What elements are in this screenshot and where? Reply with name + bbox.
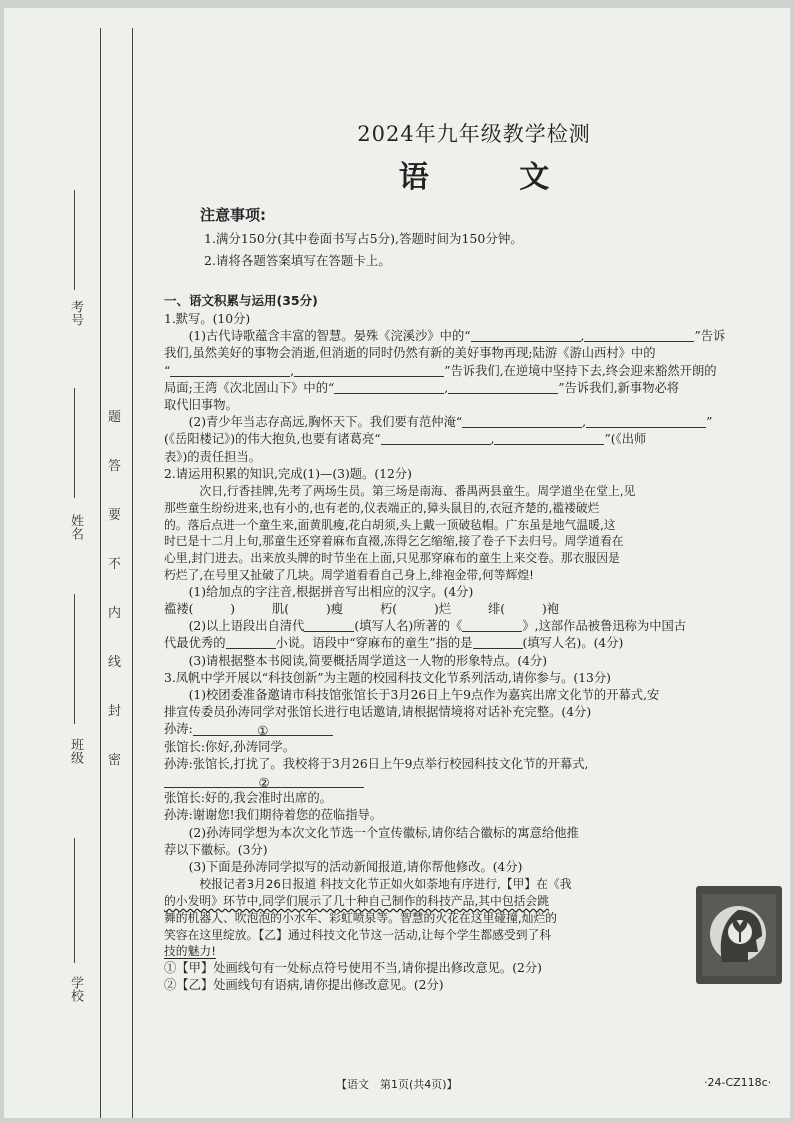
dialog-line: 孙涛:张馆长,打扰了。我校将于3月26日上午9点举行校园科技文化节的开幕式,	[164, 756, 589, 771]
q2-sub3: (3)请根据整本书阅读,简要概括周学道这一人物的形象特点。(4分)	[188, 653, 548, 668]
news-line: 校报记者3月26日报道 科技文化节正如火如荼地有序进行,【甲】在《我	[199, 877, 572, 892]
q3-ask: ①【甲】处画线句有一处标点符号使用不当,请你提出修改意见。(2分)	[164, 961, 542, 976]
q3-heading: 3.凤帆中学开展以“科技创新”为主题的校园科技文化节系列活动,请你参与。(13分)	[164, 670, 611, 685]
q1-line: “ , ”告诉我们,在逆境中坚持下去,终会迎来豁然开朗的	[164, 363, 717, 378]
passage-line: 那些童生纷纷进来,也有小的,也有老的,仪表端正的,獐头鼠目的,衣冠齐楚的,褴褛破烂	[164, 500, 600, 515]
page-footer: 【语文 第1页(共4页)】	[336, 1078, 458, 1091]
q2-sub2: (2)以上语段出自清代 (填写人名)所著的《 》,这部作品被鲁迅称为中国古	[188, 619, 687, 634]
exam-sheet	[4, 8, 790, 1118]
cut-word: 题	[108, 410, 122, 425]
section-heading: 一、语文积累与运用(35分)	[164, 293, 318, 308]
paper-code: ·24-CZ118c·	[704, 1076, 772, 1089]
cut-word: 线	[108, 655, 122, 670]
news-line: 的小发明》环节中,同学们展示了几十种自己制作的科技产品,其中包括会跳	[164, 894, 550, 909]
q3-sub3: (3)下面是孙涛同学拟写的活动新闻报道,请你帮他修改。(4分)	[188, 860, 523, 875]
q1-line: (《岳阳楼记》)的伟大抱负,也要有诸葛亮“ , ”(《出师	[164, 432, 647, 447]
exam-content	[164, 118, 784, 995]
q2-heading: 2.请运用积累的知识,完成(1)—(3)题。(12分)	[164, 466, 412, 481]
binding-line-inner	[132, 28, 133, 1118]
dialog-line: 孙涛: ①	[164, 721, 784, 738]
q2-sub1: (1)给加点的字注音,根据拼音写出相应的汉字。(4分)	[188, 584, 474, 599]
cut-word: 答	[108, 459, 122, 474]
subject-title: 语 文	[398, 160, 590, 195]
dialog-line: 张馆长:你好,孙涛同学。	[164, 739, 296, 754]
label-xuexiao: 学校	[68, 976, 83, 1002]
dialog-line: ②	[164, 773, 784, 790]
field-line-kaohao	[74, 190, 75, 290]
passage-line: 次日,行香挂牌,先考了两场生员。第三场是南海、番禺两县童生。周学道坐在堂上,见	[199, 484, 636, 499]
news-line: 技的魅力!	[164, 944, 216, 959]
q3-sub2: (2)孙涛同学想为本次文化节选一个宣传徽标,请你结合徽标的寓意给他推	[188, 825, 579, 840]
q1-line: 表》)的责任担当。	[164, 449, 262, 464]
label-kaohao: 考号	[68, 300, 83, 326]
q1-line: 我们,虽然美好的事物会消逝,但消逝的同时仍然有新的美好事物再现;陆游《游山西村》中的	[164, 346, 656, 361]
cut-word: 不	[108, 557, 122, 572]
q2-sub2: 代最优秀的 小说。语段中“穿麻布的童生”指的是 (填写人名)。(4分)	[164, 636, 624, 651]
binding-line-outer	[100, 28, 101, 1118]
news-line: 舞的机器人、吹泡泡的小水车、彩虹喷泉等。智慧的火花在这里碰撞,灿烂的	[164, 910, 558, 925]
q1-heading: 1.默写。(10分)	[164, 312, 251, 326]
passage-line: 心里,封门进去。出来放头牌的时节坐在上面,只见那穿麻布的童生上来交卷。那衣服因是	[164, 551, 620, 566]
festival-emblem-image	[696, 886, 782, 984]
exam-title: 2024年九年级教学检测	[357, 122, 591, 146]
cut-word: 要	[108, 508, 122, 523]
notice-item: 1.满分150分(其中卷面书写占5分),答题时间为150分钟。	[204, 231, 523, 246]
cut-word: 封	[108, 704, 122, 719]
field-line-banji	[74, 594, 75, 724]
passage-line: 的。落后点进一个童生来,面黄肌瘦,花白胡须,头上戴一顶破毡帽。广东虽是地气温暖,这	[164, 517, 616, 532]
dialog-line: 张馆长:好的,我会准时出席的。	[164, 791, 332, 806]
field-line-xuexiao	[74, 838, 75, 963]
q1-line: (1)古代诗歌蕴含丰富的智慧。晏殊《浣溪沙》中的“ , ”告诉	[188, 329, 726, 344]
cut-word: 密	[108, 753, 122, 768]
q3-sub1: (1)校团委准备邀请市科技馆张馆长于3月26日上午9点作为嘉宾出席文化节的开幕式,安	[188, 688, 660, 703]
cut-word: 内	[108, 606, 122, 621]
q3-sub1: 排宣传委员孙涛同学对张馆长进行电话邀请,请根据情境将对话补充完整。(4分)	[164, 705, 592, 720]
q2-sub1-items: 褴褛( ) 肌( )瘦 朽( )烂 绯( )袍	[164, 602, 560, 617]
q1-line: 局面;王湾《次北固山下》中的“ , ”告诉我们,新事物必将	[164, 380, 680, 395]
label-banji: 班级	[68, 738, 83, 764]
q1-line: 取代旧事物。	[164, 398, 238, 413]
q1-line: (2)青少年当志存高远,胸怀天下。我们要有范仲淹“ , ”	[188, 415, 713, 430]
field-line-xingming	[74, 388, 75, 498]
passage-line: 时已是十二月上旬,那童生还穿着麻布直裰,冻得乞乞缩缩,接了卷子下去归号。周学道看在	[164, 534, 624, 549]
label-xingming: 姓名	[68, 514, 83, 540]
news-line: 笑容在这里绽放。【乙】通过科技文化节这一活动,让每个学生都感受到了科	[164, 927, 552, 942]
passage-line: 朽烂了,在号里又扯破了几块。周学道看看自己身上,绯袍金带,何等辉煌!	[164, 568, 534, 583]
q3-sub2: 荐以下徽标。(3分)	[164, 842, 268, 857]
dialog-line: 孙涛:谢谢您!我们期待着您的莅临指导。	[164, 808, 383, 823]
notice-heading: 注意事项:	[200, 206, 266, 224]
notice-item: 2.请将各题答案填写在答题卡上。	[204, 253, 391, 268]
q3-ask: ②【乙】处画线句有语病,请你提出修改意见。(2分)	[164, 978, 444, 993]
